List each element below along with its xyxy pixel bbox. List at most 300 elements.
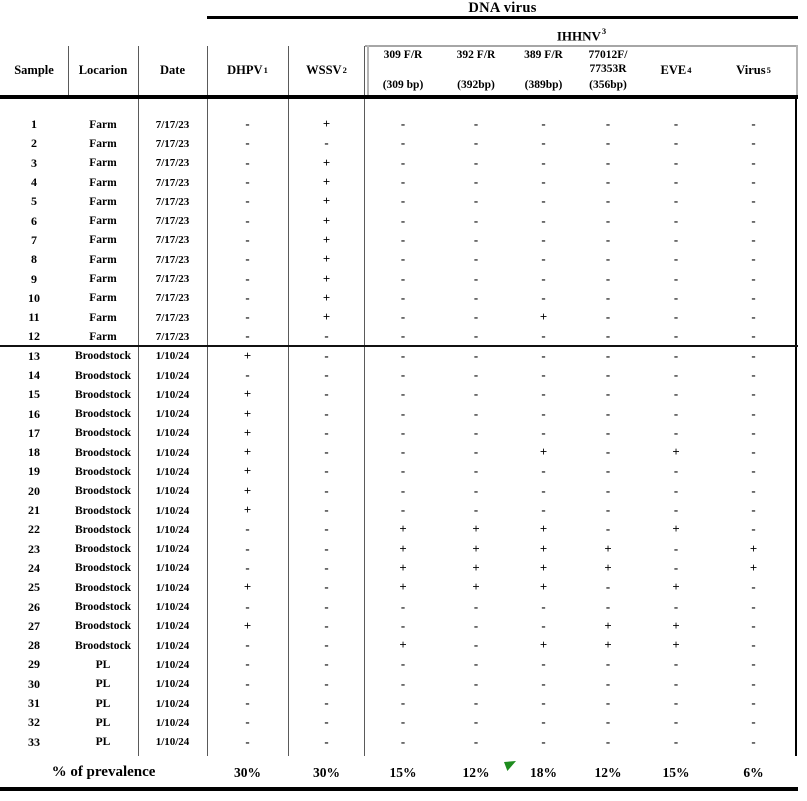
result-cell: - (324, 136, 329, 151)
result-cell: - (245, 541, 250, 556)
result-cell: - (605, 175, 611, 190)
location-cell: PL (95, 678, 111, 691)
result-cell: - (473, 252, 479, 267)
result-cell: - (245, 252, 250, 267)
date-cell: 1/10/24 (155, 736, 190, 749)
result-cell: - (541, 425, 546, 440)
ihhnv-text: IHHNV (556, 28, 601, 44)
result-cell: + (243, 425, 252, 440)
sample-cell: 6 (31, 213, 37, 228)
location-cell: PL (95, 697, 111, 710)
sample-cell: 8 (31, 252, 37, 267)
result-cell: - (541, 715, 546, 730)
result-cell: - (751, 599, 756, 614)
result-cell: - (324, 734, 329, 749)
date-cell: 1/10/24 (155, 408, 190, 421)
result-cell: - (751, 136, 756, 151)
header-primer-392 (441, 46, 511, 95)
result-cell: - (541, 194, 546, 209)
table-row (0, 675, 795, 694)
header-eve (640, 46, 712, 95)
primer-392-bp: (392bp) (457, 79, 495, 91)
ihhnv-superscript: 3 (601, 26, 607, 36)
result-cell: + (539, 638, 548, 653)
result-cell: - (400, 136, 406, 151)
table-row (0, 385, 795, 404)
location-cell: Broodstock (74, 601, 132, 614)
result-cell: - (541, 599, 546, 614)
table-row (0, 597, 795, 616)
table-row (0, 211, 795, 230)
sample-cell: 23 (28, 541, 40, 556)
result-cell: - (400, 425, 406, 440)
table-row (0, 366, 795, 385)
table-row (0, 655, 795, 674)
result-cell: - (751, 580, 756, 595)
dna-virus-underline (207, 16, 798, 19)
result-cell: - (324, 522, 329, 537)
result-cell: - (673, 657, 679, 672)
result-cell: + (322, 290, 331, 305)
divider-location-date (138, 99, 139, 756)
result-cell: - (473, 445, 479, 460)
result-cell: - (245, 213, 250, 228)
date-cell: 1/10/24 (155, 716, 190, 729)
result-cell: - (324, 503, 329, 518)
result-cell: - (751, 194, 756, 209)
result-cell: - (751, 522, 756, 537)
result-cell: + (243, 406, 252, 421)
result-cell: + (472, 580, 480, 595)
result-cell: - (245, 599, 250, 614)
header-date: Date (160, 63, 185, 77)
result-cell: - (751, 445, 756, 460)
result-cell: + (604, 618, 612, 633)
result-cell: - (245, 155, 250, 170)
header-location: Locarion (78, 63, 128, 77)
result-cell: - (245, 175, 250, 190)
result-cell: - (541, 464, 546, 479)
result-cell: - (751, 464, 756, 479)
result-cell: + (399, 522, 407, 537)
header-primer-77012 (576, 46, 640, 95)
result-cell: - (324, 618, 329, 633)
result-cell: - (400, 715, 406, 730)
result-cell: - (673, 368, 679, 382)
result-cell: - (400, 252, 406, 267)
divider-dhpv-wssv (288, 99, 289, 756)
result-cell: - (400, 676, 406, 691)
table-row (0, 250, 795, 269)
result-cell: - (751, 232, 756, 247)
date-cell: 1/10/24 (155, 485, 190, 498)
result-cell: - (673, 483, 679, 498)
prevalence-value: 6% (743, 764, 764, 780)
result-cell: - (751, 638, 756, 653)
result-cell: - (673, 232, 679, 247)
table-row (0, 289, 795, 308)
result-cell: - (541, 329, 546, 344)
result-cell: - (541, 696, 546, 711)
header-primer-309 (365, 46, 441, 95)
date-cell: 1/10/24 (155, 388, 190, 401)
prevalence-value: 15% (662, 764, 690, 780)
header-virus (712, 46, 795, 95)
header-wssv (288, 46, 365, 95)
date-cell: 7/17/23 (155, 330, 190, 343)
sample-cell: 27 (28, 618, 40, 633)
result-cell: - (473, 136, 479, 151)
result-cell: + (243, 348, 252, 363)
result-cell: + (539, 541, 548, 556)
date-cell: 1/10/24 (155, 369, 190, 382)
result-cell: - (473, 155, 479, 170)
table-row (0, 173, 795, 192)
result-cell: - (605, 522, 611, 537)
location-cell: Broodstock (74, 446, 132, 459)
location-cell: Broodstock (74, 350, 132, 363)
result-cell: - (400, 503, 406, 518)
result-cell: - (673, 252, 679, 267)
primer-389-name: 389 F/R (524, 49, 563, 61)
location-cell: Farm (89, 195, 117, 208)
result-cell: - (245, 734, 250, 749)
result-cell: - (245, 136, 250, 151)
date-cell: 1/10/24 (155, 350, 190, 363)
result-cell: - (473, 194, 479, 209)
sample-cell: 3 (31, 155, 37, 170)
result-cell: - (605, 117, 611, 132)
divider-location-date-header (138, 46, 139, 95)
sample-cell: 21 (28, 503, 40, 518)
table-body (0, 99, 795, 752)
location-cell: Broodstock (74, 504, 132, 517)
result-cell: - (400, 271, 406, 286)
date-cell: 1/10/24 (155, 427, 190, 440)
table-header-row (0, 46, 795, 95)
prevalence-label: % of prevalence (51, 764, 156, 780)
divider-wssv-ihhnv (364, 99, 365, 756)
result-cell: - (324, 368, 329, 382)
result-cell: - (541, 348, 546, 363)
result-cell: - (400, 175, 406, 190)
result-cell: - (473, 175, 479, 190)
ihhnv-group-label (365, 27, 798, 45)
result-cell: + (322, 175, 331, 190)
result-cell: - (245, 657, 250, 672)
prevalence-value: 30% (313, 764, 340, 780)
table-row (0, 134, 795, 153)
result-cell: - (400, 599, 406, 614)
table-row (0, 154, 795, 173)
result-cell: - (673, 271, 679, 286)
result-cell: + (672, 580, 680, 595)
result-cell: + (243, 503, 252, 518)
result-cell: + (322, 232, 331, 247)
table-row (0, 115, 795, 134)
table-row (0, 713, 795, 732)
result-cell: - (473, 290, 479, 305)
table-row (0, 327, 795, 346)
result-cell: - (400, 387, 406, 402)
result-cell: - (541, 252, 546, 267)
result-cell: - (400, 618, 406, 633)
result-cell: - (751, 252, 756, 267)
result-cell: - (324, 387, 329, 402)
result-cell: - (541, 271, 546, 286)
sample-cell: 33 (28, 734, 40, 749)
result-cell: - (751, 387, 756, 402)
result-cell: - (605, 657, 611, 672)
location-cell: Farm (89, 137, 117, 150)
result-cell: - (324, 580, 329, 595)
date-cell: 7/17/23 (155, 157, 190, 170)
date-cell: 1/10/24 (155, 504, 190, 517)
date-cell: 7/17/23 (155, 273, 190, 286)
table-row (0, 636, 795, 655)
sample-cell: 25 (28, 580, 40, 595)
result-cell: - (751, 696, 756, 711)
result-cell: - (673, 290, 679, 305)
location-cell: PL (95, 736, 111, 749)
result-cell: - (245, 522, 250, 537)
result-cell: - (324, 696, 329, 711)
eve-superscript: 4 (687, 64, 692, 75)
result-cell: - (400, 310, 406, 325)
result-cell: - (473, 271, 479, 286)
result-cell: - (605, 329, 611, 344)
result-cell: - (605, 213, 611, 228)
result-cell: - (541, 483, 546, 498)
sample-cell: 20 (28, 483, 40, 498)
result-cell: + (672, 445, 680, 460)
table-row (0, 347, 795, 366)
result-cell: - (673, 213, 679, 228)
date-cell: 7/17/23 (155, 234, 190, 247)
location-cell: Farm (89, 176, 117, 189)
result-cell: + (399, 580, 407, 595)
location-cell: Broodstock (74, 465, 132, 478)
date-cell: 1/10/24 (155, 639, 190, 652)
result-cell: - (324, 445, 329, 460)
result-cell: - (673, 715, 679, 730)
result-cell: - (605, 734, 611, 749)
result-cell: - (541, 117, 546, 132)
result-cell: - (400, 445, 406, 460)
result-cell: - (673, 599, 679, 614)
table-row (0, 462, 795, 481)
sample-cell: 26 (28, 599, 40, 614)
result-cell: - (673, 117, 679, 132)
location-cell: Broodstock (74, 581, 132, 594)
result-cell: - (473, 483, 479, 498)
result-cell: - (541, 213, 546, 228)
result-cell: - (400, 657, 406, 672)
location-cell: Broodstock (74, 620, 132, 633)
virus-superscript: 5 (766, 64, 771, 75)
result-cell: + (399, 638, 407, 653)
result-cell: - (400, 696, 406, 711)
result-cell: - (473, 503, 479, 518)
result-cell: - (751, 368, 756, 382)
result-cell: - (324, 638, 329, 653)
header-sample: Sample (14, 63, 54, 77)
table-row (0, 501, 795, 520)
divider-dhpv-wssv-header (288, 46, 289, 95)
table-row (0, 694, 795, 713)
sample-cell: 9 (31, 271, 37, 286)
date-cell: 1/10/24 (155, 601, 190, 614)
primer-309-name: 309 F/R (383, 49, 423, 61)
prevalence-value: 12% (462, 764, 490, 780)
date-cell: 1/10/24 (155, 658, 190, 671)
table-row (0, 540, 795, 559)
result-cell: - (541, 676, 546, 691)
result-cell: + (243, 464, 252, 479)
result-cell: - (751, 290, 756, 305)
result-cell: - (245, 368, 250, 382)
location-cell: Broodstock (74, 427, 132, 440)
dna-virus-title: DNA virus (468, 0, 537, 16)
result-cell: - (673, 734, 679, 749)
result-cell: - (605, 580, 611, 595)
result-cell: + (604, 638, 612, 653)
result-cell: + (322, 155, 331, 170)
result-cell: - (605, 387, 611, 402)
result-cell: + (243, 580, 252, 595)
result-cell: + (472, 541, 480, 556)
result-cell: - (541, 503, 546, 518)
result-cell: + (322, 117, 331, 132)
result-cell: - (751, 618, 756, 633)
result-cell: - (673, 425, 679, 440)
result-cell: - (400, 329, 406, 344)
result-cell: - (324, 657, 329, 672)
result-cell: - (473, 696, 479, 711)
sample-cell: 30 (28, 676, 40, 691)
location-cell: Farm (89, 273, 117, 286)
virus-text: Virus (736, 63, 766, 77)
result-cell: - (245, 290, 250, 305)
table-row (0, 269, 795, 288)
table-row (0, 404, 795, 423)
sample-cell: 31 (28, 696, 40, 711)
location-cell: Broodstock (74, 639, 132, 652)
result-cell: - (605, 368, 611, 382)
result-cell: - (324, 464, 329, 479)
result-cell: - (324, 541, 329, 556)
sample-cell: 1 (31, 117, 37, 132)
result-cell: - (324, 676, 329, 691)
result-cell: - (473, 715, 479, 730)
wssv-superscript: 2 (342, 64, 347, 75)
result-cell: + (539, 560, 548, 575)
result-cell: - (400, 117, 406, 132)
header-dhpv (207, 46, 288, 95)
result-cell: + (539, 310, 548, 325)
result-cell: - (673, 194, 679, 209)
divider-sample-location (68, 46, 69, 95)
result-cell: - (473, 599, 479, 614)
result-cell: - (473, 734, 479, 749)
result-cell: - (751, 503, 756, 518)
result-cell: - (245, 329, 250, 344)
table-row (0, 192, 795, 211)
table-row (0, 231, 795, 250)
result-cell: - (473, 406, 479, 421)
result-cell: + (539, 445, 548, 460)
result-cell: - (324, 560, 329, 575)
date-cell: 7/17/23 (155, 215, 190, 228)
location-cell: Farm (89, 292, 117, 305)
result-cell: - (605, 464, 611, 479)
result-cell: - (605, 715, 611, 730)
primer-77012-name2: 77353R (589, 63, 627, 75)
primer-309-bp: (309 bp) (382, 79, 424, 91)
result-cell: - (673, 406, 679, 421)
sample-cell: 24 (28, 560, 40, 575)
location-cell: Farm (89, 118, 117, 131)
result-cell: - (473, 618, 479, 633)
result-cell: + (539, 522, 548, 537)
result-cell: - (324, 425, 329, 440)
table-row (0, 520, 795, 539)
location-cell: Broodstock (74, 485, 132, 498)
result-cell: - (751, 734, 756, 749)
result-cell: - (751, 483, 756, 498)
result-cell: - (605, 348, 611, 363)
result-cell: + (672, 522, 680, 537)
location-cell: Farm (89, 157, 117, 170)
result-cell: - (673, 155, 679, 170)
result-cell: - (245, 715, 250, 730)
result-cell: - (605, 483, 611, 498)
result-cell: - (751, 117, 756, 132)
result-cell: - (751, 406, 756, 421)
result-cell: - (751, 425, 756, 440)
date-cell: 1/10/24 (155, 581, 190, 594)
result-cell: + (399, 541, 407, 556)
result-cell: - (245, 638, 250, 653)
result-cell: - (245, 232, 250, 247)
result-cell: - (541, 136, 546, 151)
result-cell: - (324, 715, 329, 730)
bottom-border-line (0, 787, 798, 791)
result-cell: - (473, 117, 479, 132)
result-cell: - (473, 348, 479, 363)
result-cell: - (541, 387, 546, 402)
date-cell: 1/10/24 (155, 465, 190, 478)
date-cell: 1/10/24 (155, 523, 190, 536)
result-cell: - (605, 290, 611, 305)
result-cell: - (400, 232, 406, 247)
result-cell: - (751, 348, 756, 363)
prevalence-value: 12% (594, 764, 622, 780)
sample-cell: 19 (28, 464, 40, 479)
location-cell: Broodstock (74, 369, 132, 382)
result-cell: - (473, 310, 479, 325)
result-cell: - (473, 232, 479, 247)
sample-cell: 15 (28, 387, 40, 402)
result-cell: - (673, 387, 679, 402)
result-cell: - (400, 368, 406, 382)
sample-cell: 28 (28, 638, 40, 653)
location-cell: Farm (89, 253, 117, 266)
date-cell: 1/10/24 (155, 697, 190, 710)
result-cell: - (324, 599, 329, 614)
table-row (0, 559, 795, 578)
result-cell: - (541, 155, 546, 170)
